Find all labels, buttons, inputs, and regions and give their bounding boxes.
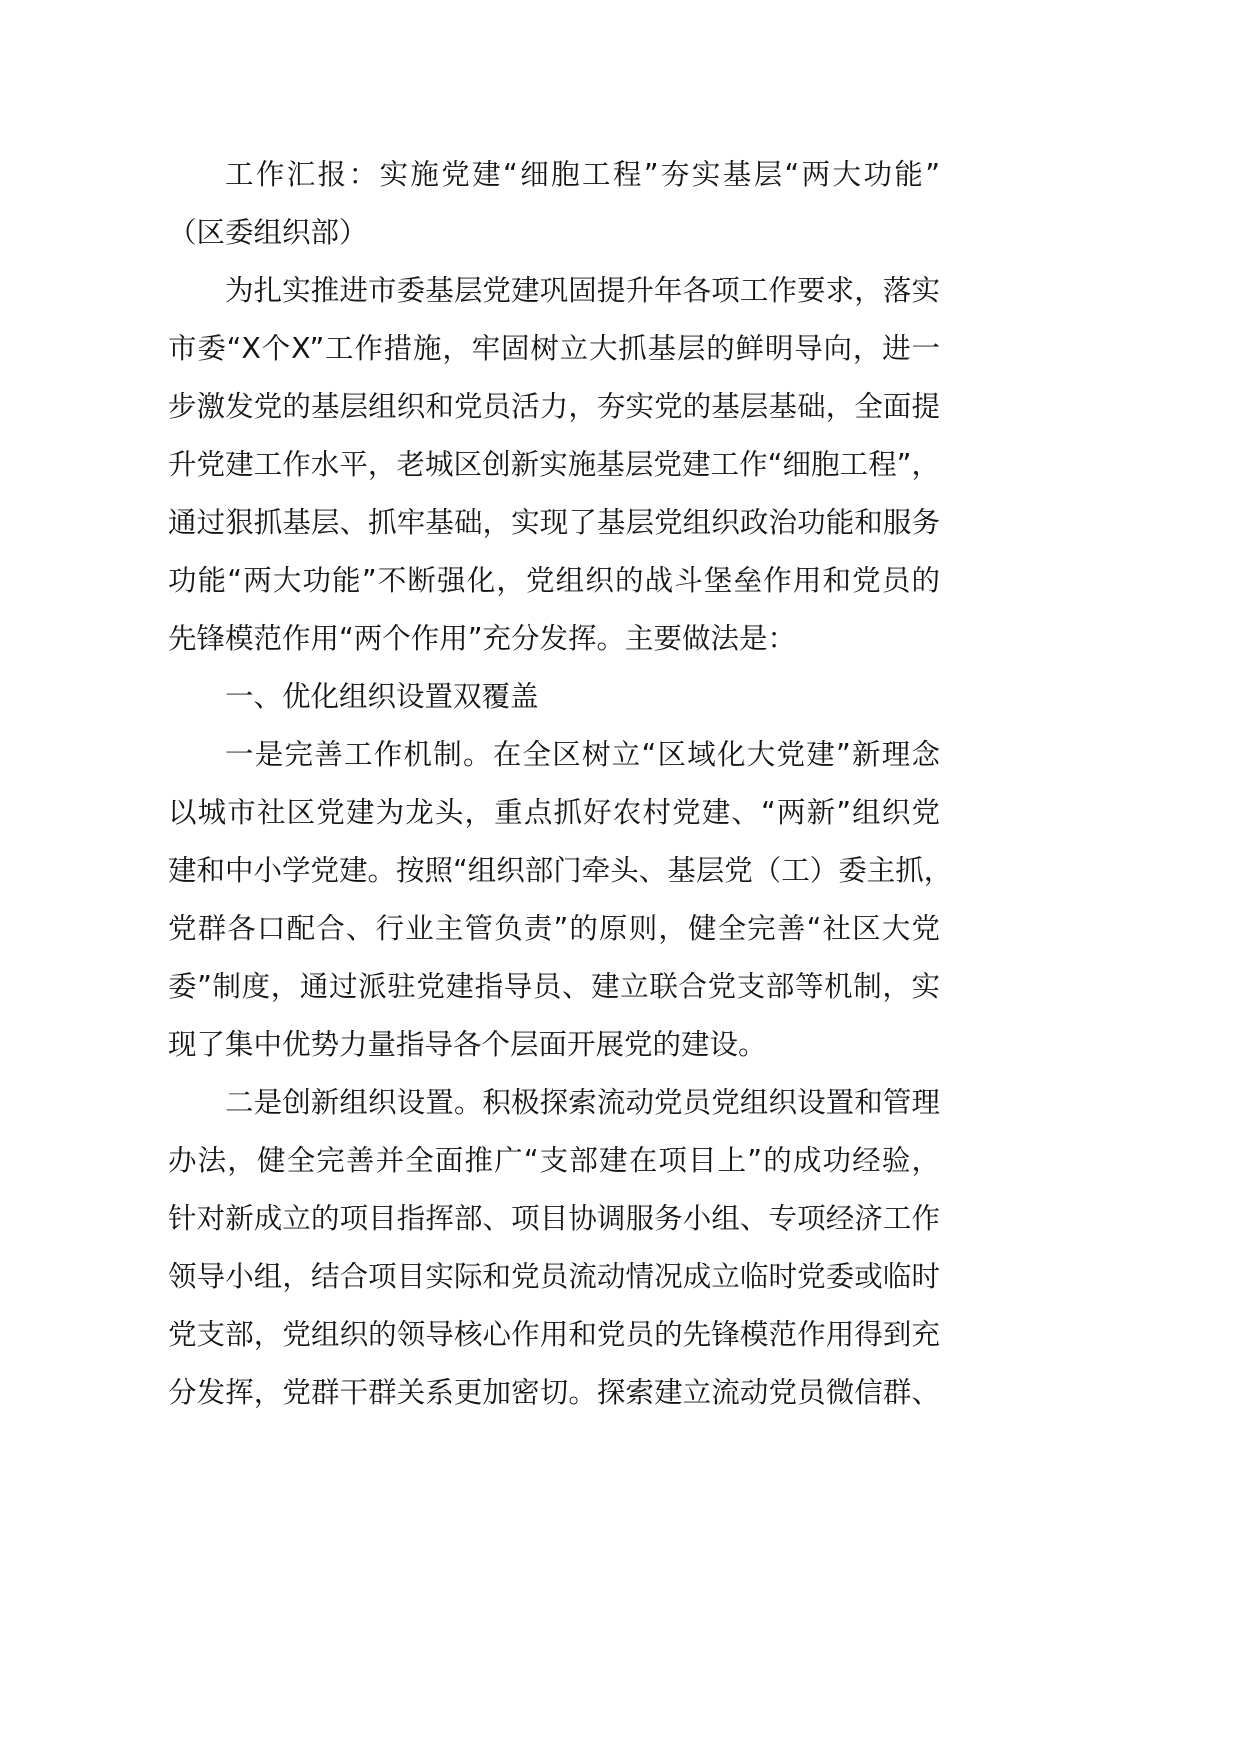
paragraph-line: 为扎实推进市委基层党建巩固提升年各项工作要求，落实 [225,274,940,307]
paragraph-line: 步激发党的基层组织和党员活力，夯实党的基层基础，全面提 [168,390,940,423]
paragraph-line: 党群各口配合、行业主管负责”的原则，健全完善“社区大党 [168,912,940,945]
intro-paragraph [168,262,958,668]
item-paragraph [168,726,958,1074]
paragraph-line: 现了集中优势力量指导各个层面开展党的建设。 [168,1028,767,1061]
item-paragraph [168,1074,958,1422]
document-body [168,146,958,1422]
paragraph-line: 以城市社区党建为龙头，重点抓好农村党建、“两新”组织党 [168,796,940,829]
paragraph-line: 先锋模范作用“两个作用”充分发挥。主要做法是： [168,622,797,655]
paragraph-line: 建和中小学党建。按照“组织部门牵头、基层党（工）委主抓， [168,854,953,887]
document-header [168,146,958,262]
paragraph-line: 市委“X个X”工作措施，牢固树立大抓基层的鲜明导向，进一 [168,332,940,365]
section-heading: 一、优化组织设置双覆盖 [225,680,539,713]
document-title: 工作汇报：实施党建“细胞工程”夯实基层“两大功能” [225,158,940,191]
paragraph-line: 一是完善工作机制。在全区树立“区域化大党建”新理念 [225,738,940,771]
department-label: （区委组织部） [168,216,368,249]
paragraph-line: 功能“两大功能”不断强化，党组织的战斗堡垒作用和党员的 [168,564,940,597]
paragraph-line: 针对新成立的项目指挥部、项目协调服务小组、专项经济工作 [168,1202,940,1235]
paragraph-line: 办法，健全完善并全面推广“支部建在项目上”的成功经验， [168,1144,940,1177]
paragraph-line: 通过狠抓基层、抓牢基础，实现了基层党组织政治功能和服务 [168,506,940,539]
paragraph-line: 分发挥，党群干群关系更加密切。探索建立流动党员微信群、 [168,1376,940,1409]
paragraph-line: 党支部，党组织的领导核心作用和党员的先锋模范作用得到充 [168,1318,940,1351]
paragraph-line: 委”制度，通过派驻党建指导员、建立联合党支部等机制，实 [168,970,940,1003]
paragraph-line: 升党建工作水平，老城区创新实施基层党建工作“细胞工程”， [168,448,940,481]
section-1 [168,668,958,1422]
paragraph-line: 二是创新组织设置。积极探索流动党员党组织设置和管理 [225,1086,940,1119]
paragraph-line: 领导小组，结合项目实际和党员流动情况成立临时党委或临时 [168,1260,940,1293]
